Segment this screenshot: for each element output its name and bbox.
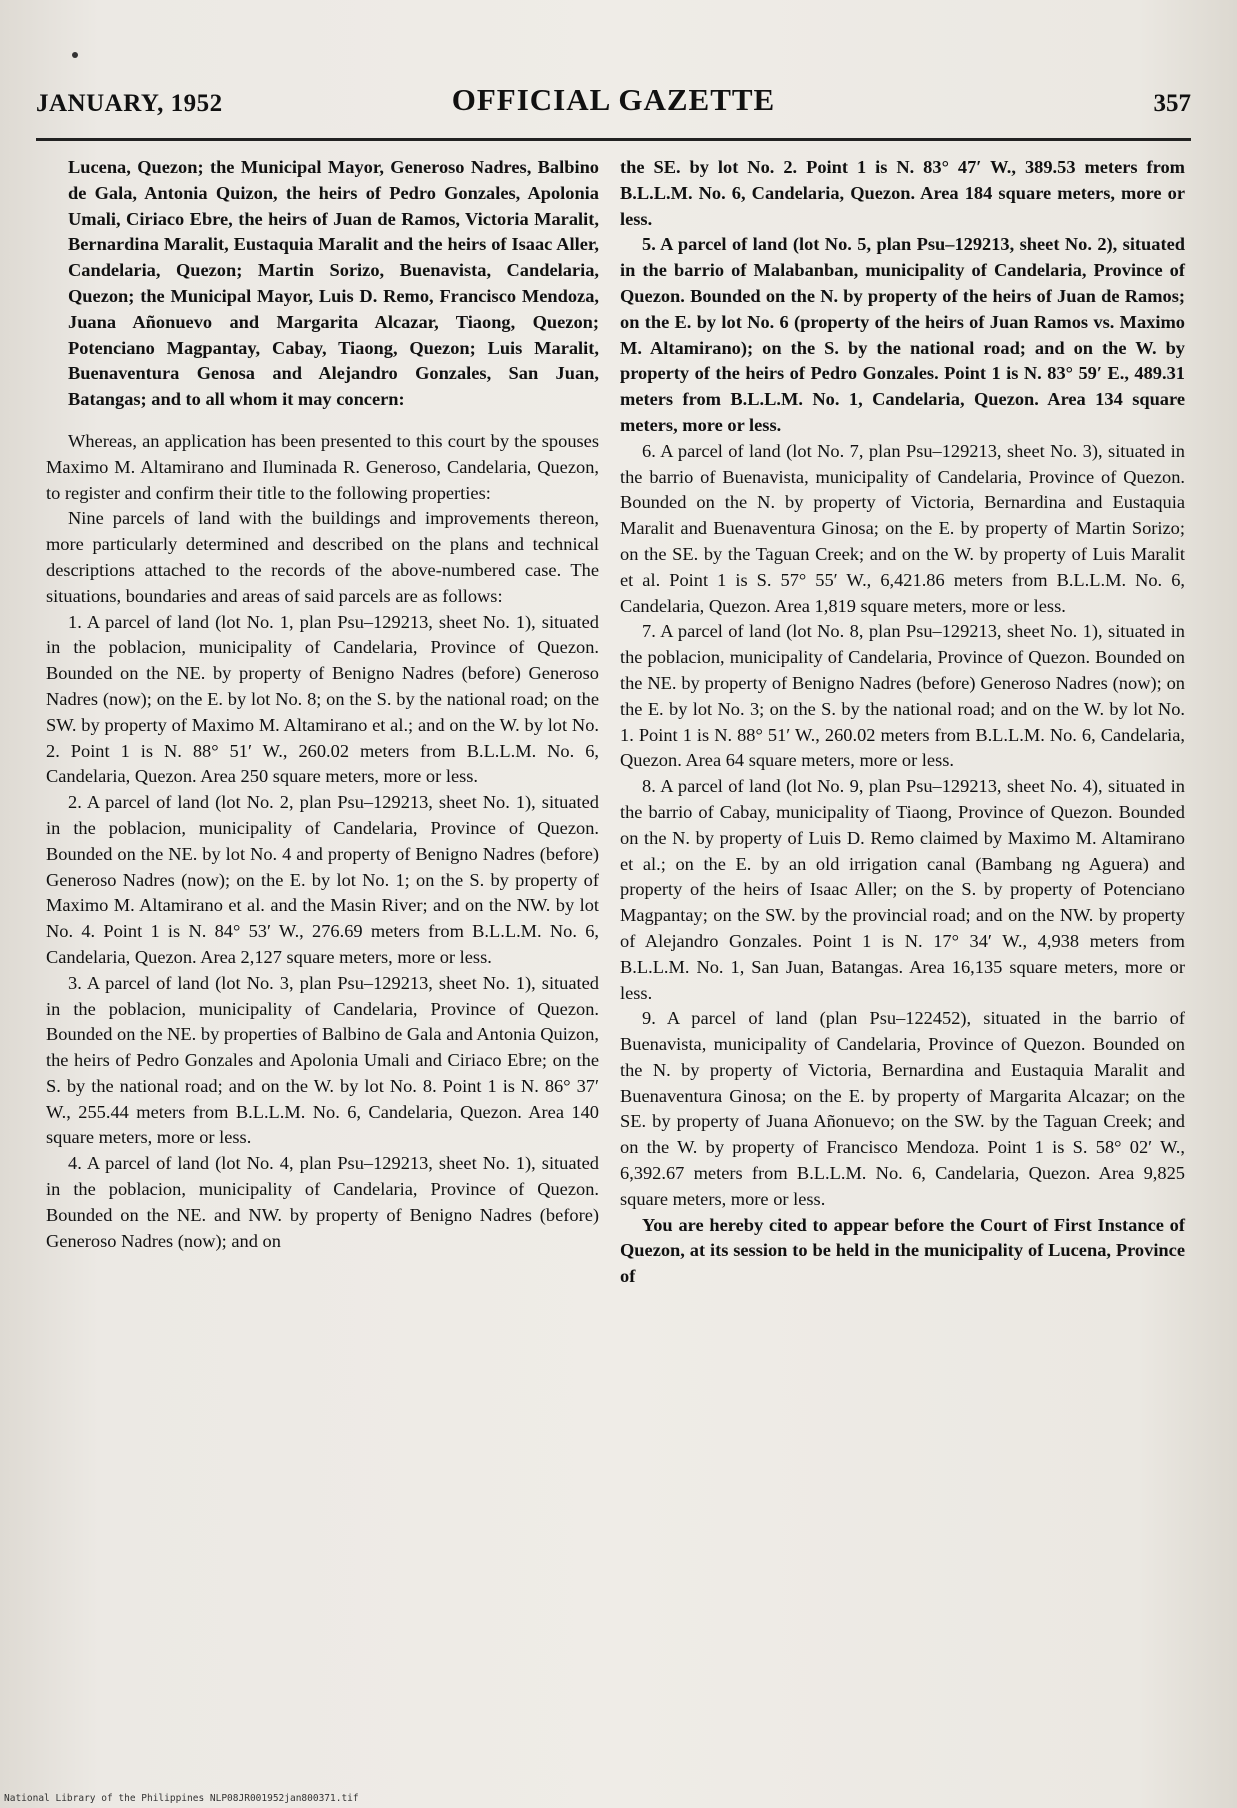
parcel-9: 9. A parcel of land (plan Psu–122452), situated in the barrio of Buenavista, municipality of Candelaria, Province of Quezon. Bounded on the N. by property of Victoria, Bernardina and Eustaquia Maralit and Buenaventura Ginosa; on the E. by property of Margarita Alcazar; on the SE. by property of Juana Añonuevo; on the SW. by the Taguan Creek; and on the W. by property of Francisco Mendoza. Point 1 is S. 58° 02′ W., 6,392.67 meters from B.L.L.M. No. 6, Candelaria, Quezon. Area 9,825 square meters, more or less. [620,1008,1185,1209]
parcel-1: 1. A parcel of land (lot No. 1, plan Psu–129213, sheet No. 1), situated in the poblacion, municipality of Candelaria, Province of Quezon. Bounded on the NE. by property of Benigno Nadres (before) Generoso Nadres (now); on the E. by lot No. 8; on the S. by the national road; on the SW. by property of Maximo M. Altamirano et al.; and on the W. by lot No. 2. Point 1 is N. 88° 51′ W., 260.02 meters from B.L.L.M. No. 6, Candelaria, Quezon. Area 250 square meters, more or less. [46,611,599,787]
scan-speck [72,52,78,58]
header-rule [36,138,1191,141]
page-number: 357 [1153,90,1191,117]
page-header [36,82,1191,122]
notice-addressees: Lucena, Quezon; the Municipal Mayor, Generoso Nadres, Balbino de Gala, Antonia Quizon, the heirs of Pedro Gonzales, Apolonia Umali, Ciriaco Ebre, the heirs of Juan de Ramos, Victoria Maralit, Bernardina Maralit, Eustaquia Maralit and the heirs of Isaac Aller, Candelaria, Quezon; Martin Sorizo, Buenavista, Candelaria, Quezon; the Municipal Mayor, Luis D. Remo, Francisco Mendoza, Juana Añonuevo and Margarita Alcazar, Tiaong, Quezon; Potenciano Magpantay, Cabay, Tiaong, Quezon; Luis Maralit, Buenaventura Genosa and Alejandro Gonzales, San Juan, Batangas; and to all whom it may concern: [68,157,599,410]
left-column [46,155,599,1254]
right-column [620,155,1185,1290]
citation-paragraph: You are hereby cited to appear before the Court of First Instance of Quezon, at its session to be held in the municipality of Lucena, Province of [620,1214,1185,1287]
parcel-4-end: the SE. by lot No. 2. Point 1 is N. 83° 47′ W., 389.53 meters from B.L.L.M. No. 6, Candelaria, Quezon. Area 184 square meters, more or less. [620,157,1185,229]
parcel-3: 3. A parcel of land (lot No. 3, plan Psu–129213, sheet No. 1), situated in the poblacion, municipality of Candelaria, Province of Quezon. Bounded on the NE. by properties of Balbino de Gala and Antonia Quizon, the heirs of Pedro Gonzales and Apolonia Umali and Ciriaco Ebre; on the S. by the national road; and on the W. by lot No. 8. Point 1 is N. 86° 37′ W., 255.44 meters from B.L.L.M. No. 6, Candelaria, Quezon. Area 140 square meters, more or less. [46,972,599,1148]
parcel-7: 7. A parcel of land (lot No. 8, plan Psu–129213, sheet No. 1), situated in the poblacion, municipality of Candelaria, Province of Quezon. Bounded on the NE. by property of Benigno Nadres (before) Generoso Nadres (now); on the E. by lot No. 3; on the S. by the national road; and on the W. by lot No. 1. Point 1 is N. 88° 51′ W., 260.02 meters from B.L.L.M. No. 6, Candelaria, Quezon. Area 64 square meters, more or less. [620,621,1185,771]
whereas-paragraph: Whereas, an application has been presented to this court by the spouses Maximo M. Altamirano and Iluminada R. Generoso, Candelaria, Quezon, to register and confirm their title to the following properties: [46,430,599,503]
parcel-4-start: 4. A parcel of land (lot No. 4, plan Psu–129213, sheet No. 1), situated in the poblacion, municipality of Candelaria, Province of Quezon. Bounded on the NE. and NW. by property of Benigno Nadres (before) Generoso Nadres (now); and on [46,1153,599,1251]
parcels-intro: Nine parcels of land with the buildings and improvements thereon, more particularly determined and described on the plans and technical descriptions attached to the records of the above-numbered case. The situations, boundaries and areas of said parcels are as follows: [46,508,599,606]
publication-title: OFFICIAL GAZETTE [451,82,776,117]
scan-footer: National Library of the Philippines NLP08JR001952jan800371.tif [4,1793,359,1804]
parcel-6: 6. A parcel of land (lot No. 7, plan Psu–129213, sheet No. 3), situated in the barrio of Buenavista, municipality of Candelaria, Province of Quezon. Bounded on the N. by property of Victoria, Bernardina and Eustaquia Maralit and Buenaventura Ginosa; on the E. by property of Martin Sorizo; on the SE. by the Taguan Creek; and on the W. by property of Luis Maralit et al. Point 1 is S. 57° 55′ W., 6,421.86 meters from B.L.L.M. No. 6, Candelaria, Quezon. Area 1,819 square meters, more or less. [620,440,1185,616]
parcel-5: 5. A parcel of land (lot No. 5, plan Psu–129213, sheet No. 2), situated in the barrio of Malabanban, municipality of Candelaria, Province of Quezon. Bounded on the N. by property of the heirs of Juan de Ramos; on the E. by lot No. 6 (property of the heirs of Juan Ramos vs. Maximo M. Altamirano); on the S. by the national road; and on the W. by property of the heirs of Pedro Gonzales. Point 1 is N. 83° 59′ E., 489.31 meters from B.L.L.M. No. 1, Candelaria, Quezon. Area 134 square meters, more or less. [620,234,1185,435]
parcel-8: 8. A parcel of land (lot No. 9, plan Psu–129213, sheet No. 4), situated in the barrio of Cabay, municipality of Tiaong, Province of Quezon. Bounded on the N. by property of Luis D. Remo claimed by Maximo M. Altamirano et al.; on the E. by an old irrigation canal (Bambang ng Aguera) and property of the heirs of Isaac Aller; on the S. by property of Potenciano Magpantay; on the SW. by the provincial road; and on the NW. by property of Alejandro Gonzales. Point 1 is N. 17° 34′ W., 4,938 meters from B.L.L.M. No. 1, San Juan, Batangas. Area 16,135 square meters, more or less. [620,776,1185,1003]
issue-date: JANUARY, 1952 [36,90,223,117]
parcel-2: 2. A parcel of land (lot No. 2, plan Psu–129213, sheet No. 1), situated in the poblacion, municipality of Candelaria, Province of Quezon. Bounded on the NE. by lot No. 4 and property of Benigno Nadres (before) Generoso Nadres (now); on the E. by lot No. 1; on the S. by property of Maximo M. Altamirano et al. and the Masin River; and on the NW. by lot No. 4. Point 1 is N. 84° 53′ W., 276.69 meters from B.L.L.M. No. 6, Candelaria, Quezon. Area 2,127 square meters, more or less. [46,792,599,967]
